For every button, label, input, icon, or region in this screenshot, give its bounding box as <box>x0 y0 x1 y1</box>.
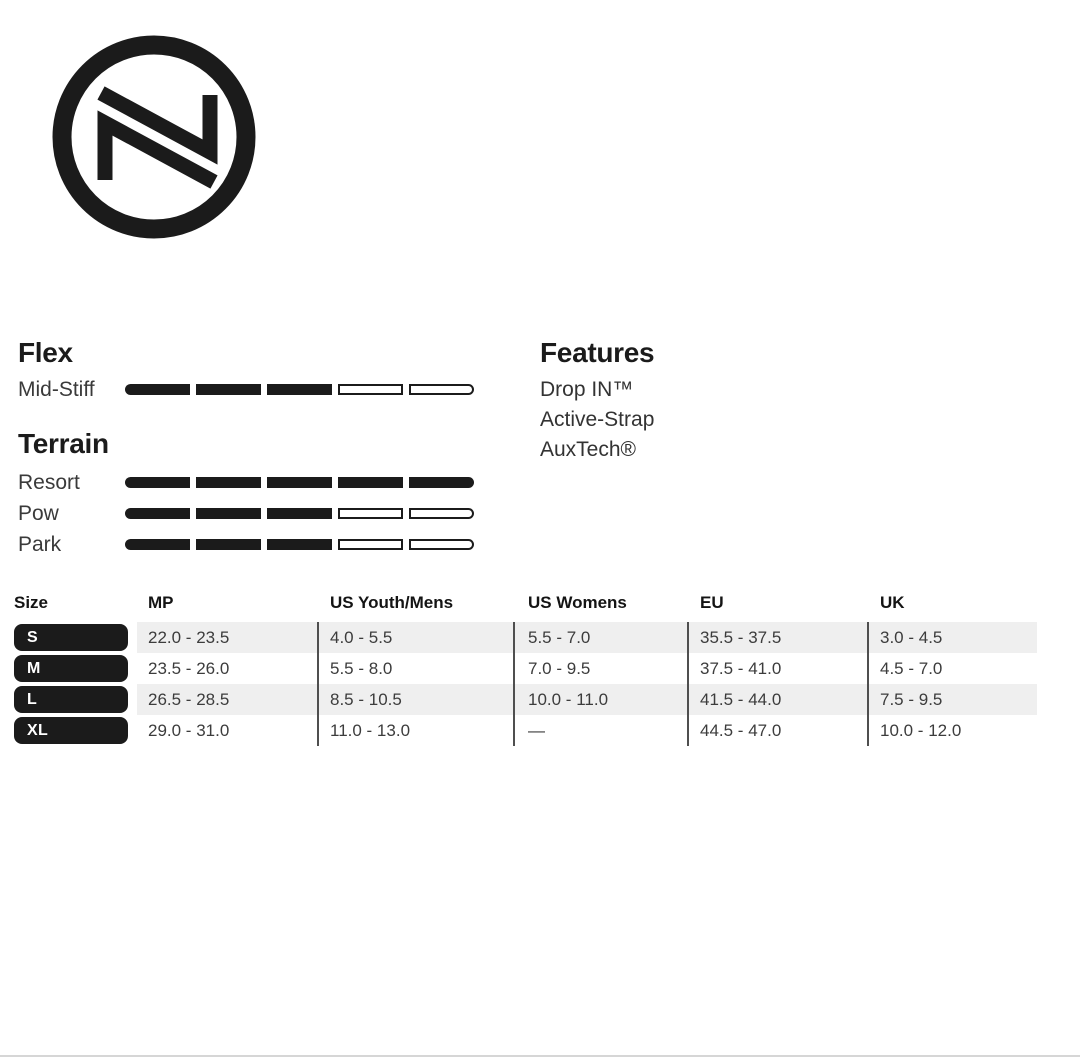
cell-l-mp: 26.5 - 28.5 <box>148 690 230 709</box>
terrain-label-resort: Resort <box>18 470 80 494</box>
cell-s-eu: 35.5 - 37.5 <box>700 628 782 647</box>
terrain-resort-segment-3 <box>267 477 332 488</box>
column-header-us-youth-mens: US Youth/Mens <box>330 593 454 612</box>
cell-s-mp: 22.0 - 23.5 <box>148 628 230 647</box>
feature-item-active-strap: Active-Strap <box>540 408 655 431</box>
size-chart-table <box>14 593 1038 746</box>
cell-xl-eu: 44.5 - 47.0 <box>700 721 782 740</box>
terrain-resort-segment-1 <box>125 477 190 488</box>
cell-m-uk: 4.5 - 7.0 <box>880 659 943 678</box>
terrain-pow-segment-3 <box>267 508 332 519</box>
terrain-park-segment-2 <box>196 539 261 550</box>
flex-heading: Flex <box>18 337 73 368</box>
cell-m-us-womens: 7.0 - 9.5 <box>528 659 591 678</box>
flex-bar-segment-1 <box>125 384 190 395</box>
terrain-rating-bar-pow <box>125 508 474 519</box>
size-badge-l: L <box>14 686 128 713</box>
size-chart-body <box>14 622 1038 746</box>
terrain-park-segment-3 <box>267 539 332 550</box>
feature-item-drop-in: Drop IN™ <box>540 378 634 401</box>
terrain-rating-bar-resort <box>125 477 474 488</box>
column-divider <box>317 622 319 746</box>
terrain-park-segment-5 <box>409 539 474 550</box>
terrain-row-resort <box>18 467 474 498</box>
bottom-divider-line <box>0 1055 1080 1057</box>
size-badge-s: S <box>14 624 128 651</box>
flex-label: Mid-Stiff <box>18 377 95 401</box>
flex-section <box>18 339 474 405</box>
size-row-xl <box>14 715 1038 746</box>
terrain-pow-segment-5 <box>409 508 474 519</box>
terrain-label-pow: Pow <box>18 501 59 525</box>
cell-xl-us-womens: — <box>528 721 545 740</box>
column-header-uk: UK <box>880 593 905 612</box>
size-row-l <box>14 684 1038 715</box>
cell-l-uk: 7.5 - 9.5 <box>880 690 943 709</box>
terrain-resort-segment-4 <box>338 477 403 488</box>
cell-s-us-womens: 5.5 - 7.0 <box>528 628 591 647</box>
cell-xl-us-youth-mens: 11.0 - 13.0 <box>330 721 411 740</box>
terrain-pow-segment-1 <box>125 508 190 519</box>
cell-s-uk: 3.0 - 4.5 <box>880 628 943 647</box>
flex-bar-segment-2 <box>196 384 261 395</box>
cell-m-mp: 23.5 - 26.0 <box>148 659 230 678</box>
size-row-s <box>14 622 1038 653</box>
feature-item-auxtech: AuxTech® <box>540 438 637 461</box>
flex-bar-segment-5 <box>409 384 474 395</box>
size-badge-m: M <box>14 655 128 682</box>
terrain-resort-segment-2 <box>196 477 261 488</box>
flex-bar-segment-3 <box>267 384 332 395</box>
column-header-mp: MP <box>148 593 174 612</box>
cell-m-eu: 37.5 - 41.0 <box>700 659 782 678</box>
terrain-row-park <box>18 529 474 560</box>
terrain-pow-segment-4 <box>338 508 403 519</box>
cell-l-us-youth-mens: 8.5 - 10.5 <box>330 690 402 709</box>
terrain-park-segment-1 <box>125 539 190 550</box>
terrain-section <box>18 430 474 560</box>
column-header-eu: EU <box>700 593 724 612</box>
cell-xl-uk: 10.0 - 12.0 <box>880 721 962 740</box>
size-row-m <box>14 653 1038 684</box>
cell-l-us-womens: 10.0 - 11.0 <box>528 690 609 709</box>
flex-rating-row <box>18 374 474 405</box>
column-divider <box>687 622 689 746</box>
terrain-rating-rows <box>18 467 474 560</box>
features-section <box>540 339 654 465</box>
terrain-pow-segment-2 <box>196 508 261 519</box>
terrain-resort-segment-5 <box>409 477 474 488</box>
size-badge-xl: XL <box>14 717 128 744</box>
terrain-park-segment-4 <box>338 539 403 550</box>
column-divider <box>513 622 515 746</box>
size-chart-header-row <box>14 593 1038 622</box>
flex-rating-bar <box>125 384 474 395</box>
terrain-rating-bar-park <box>125 539 474 550</box>
nidecker-logo-icon <box>48 34 260 242</box>
column-header-us-womens: US Womens <box>528 593 627 612</box>
features-list <box>540 375 654 465</box>
cell-l-eu: 41.5 - 44.0 <box>700 690 782 709</box>
column-divider <box>867 622 869 746</box>
terrain-label-park: Park <box>18 532 62 556</box>
flex-bar-segment-4 <box>338 384 403 395</box>
terrain-row-pow <box>18 498 474 529</box>
features-heading: Features <box>540 337 655 368</box>
terrain-heading: Terrain <box>18 428 109 459</box>
column-header-size: Size <box>14 593 49 612</box>
cell-xl-mp: 29.0 - 31.0 <box>148 721 230 740</box>
cell-m-us-youth-mens: 5.5 - 8.0 <box>330 659 393 678</box>
cell-s-us-youth-mens: 4.0 - 5.5 <box>330 628 393 647</box>
